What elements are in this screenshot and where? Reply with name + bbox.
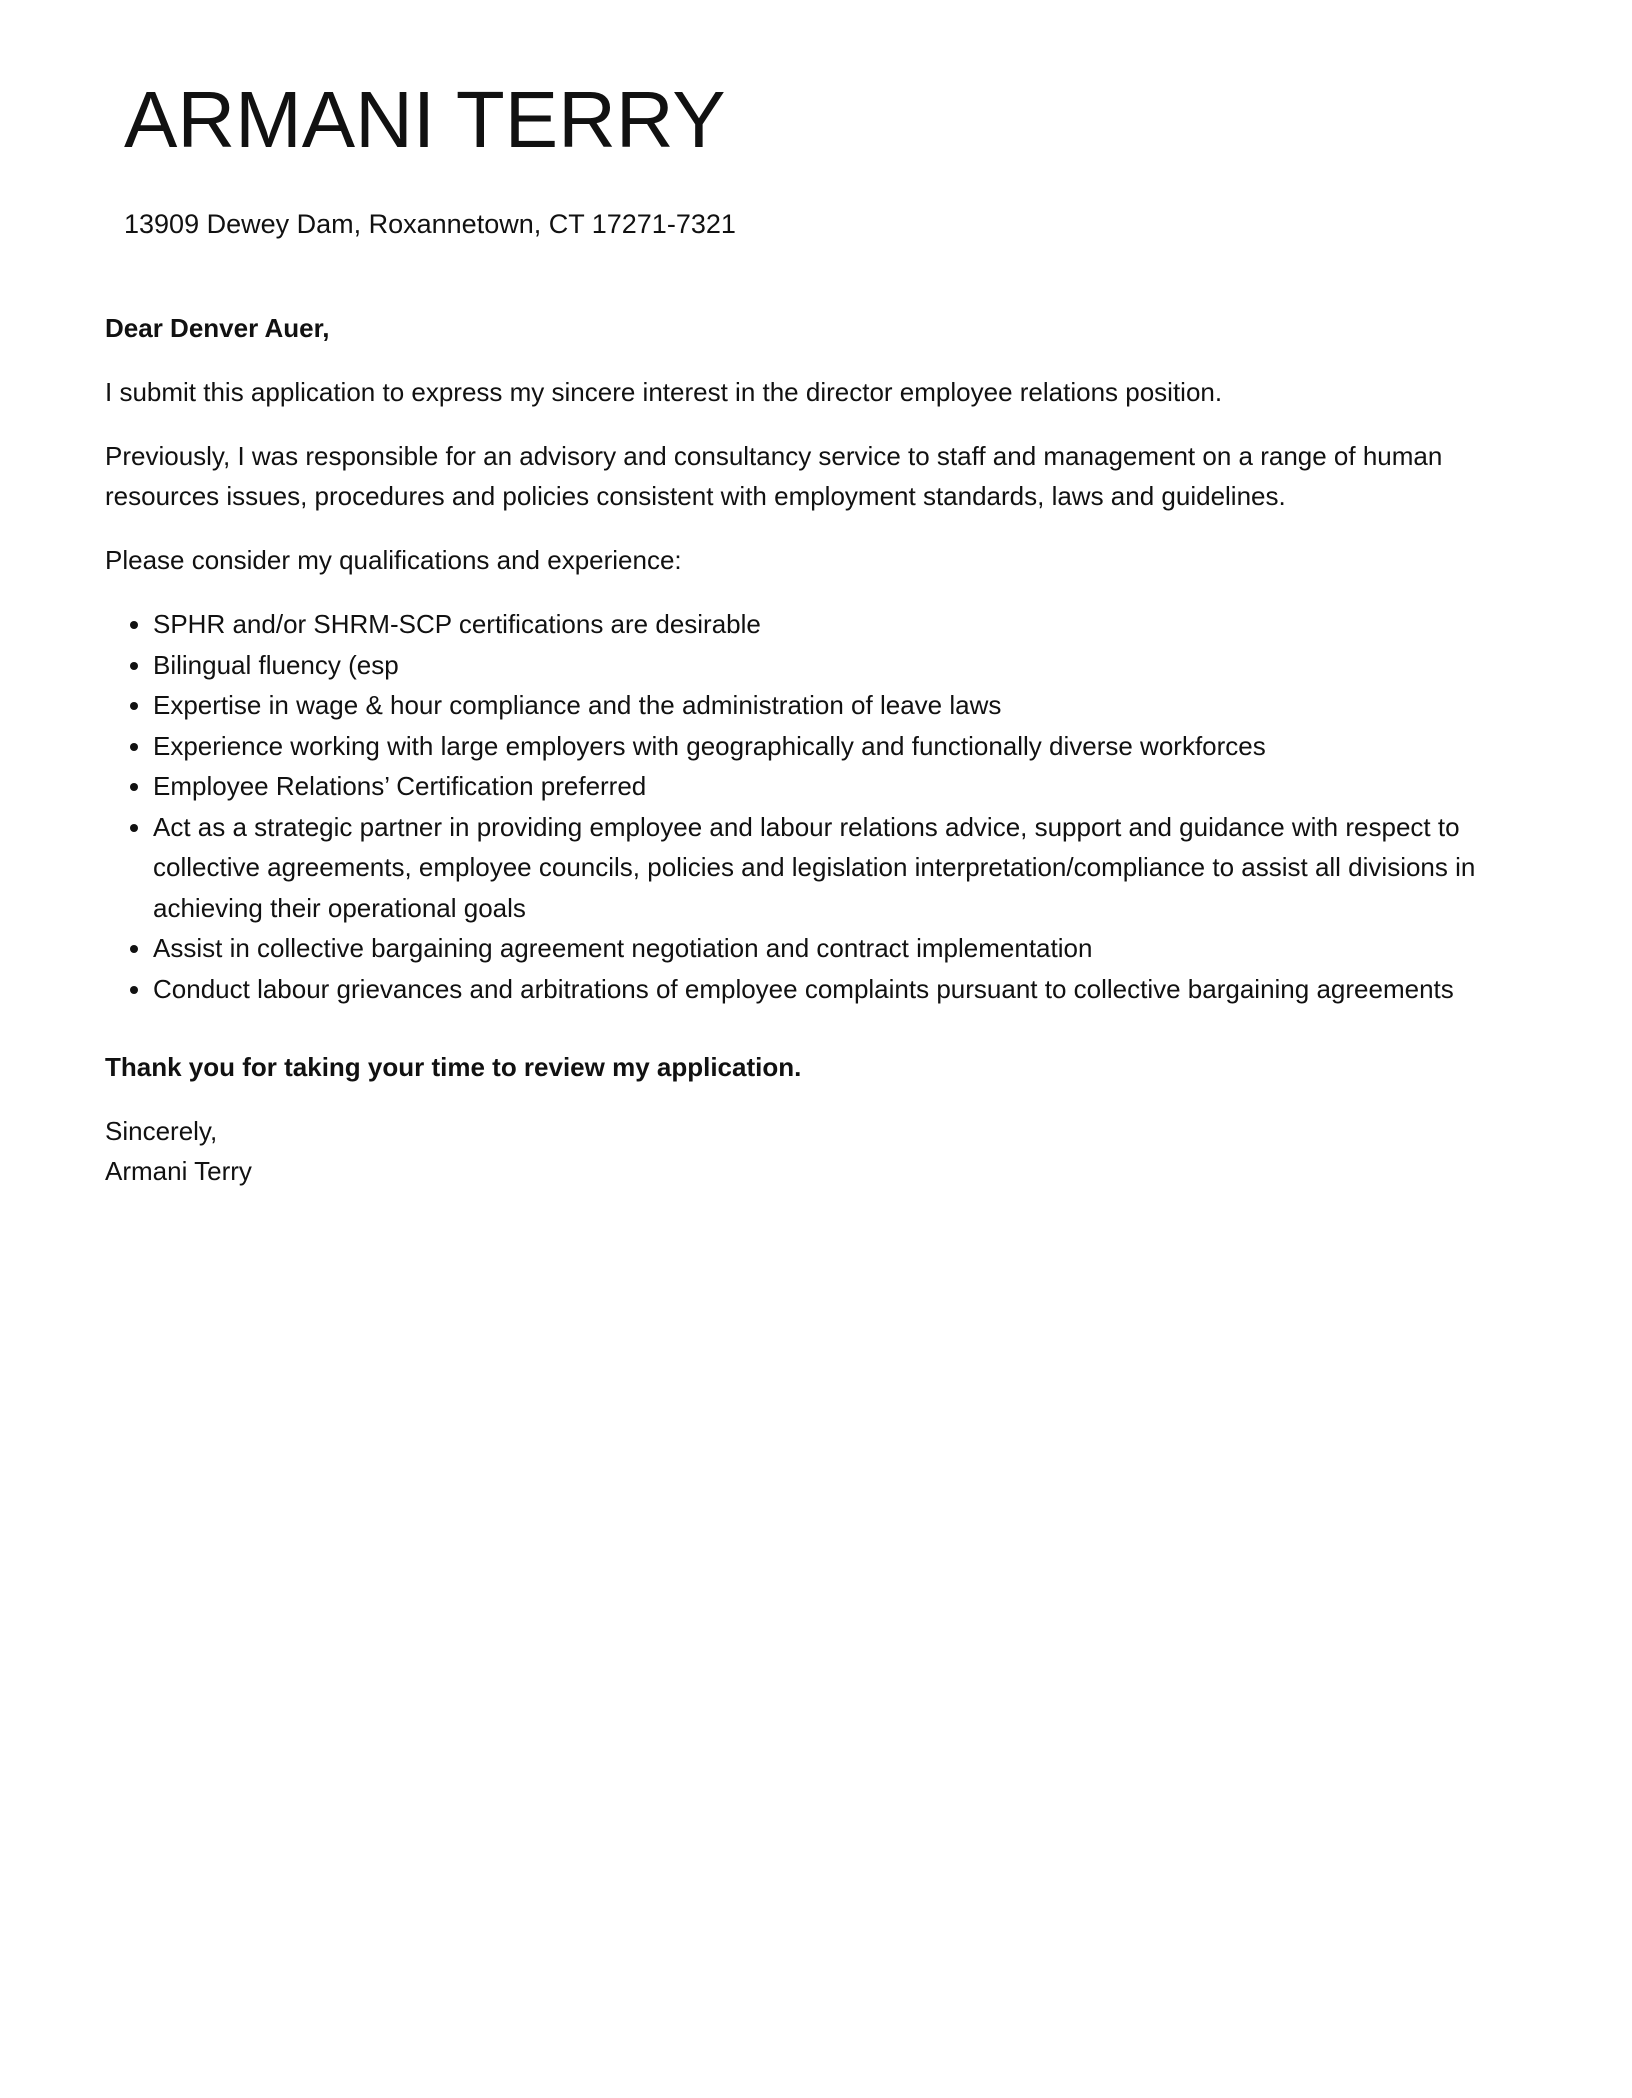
list-item: • SPHR and/or SHRM-SCP certifications are desirable (153, 604, 1505, 645)
list-item: • Conduct labour grievances and arbitrations of employee complaints pursuant to collective bargaining agreements (153, 969, 1505, 1010)
list-item: • Bilingual fluency (esp (153, 645, 1505, 686)
list-item: • Experience working with large employers with geographically and functionally diverse workforces (153, 726, 1505, 767)
list-item: • Assist in collective bargaining agreement negotiation and contract implementation (153, 928, 1505, 969)
intro-paragraph: I submit this application to express my sincere interest in the director employee relations position. (105, 377, 1223, 407)
signature-name: Armani Terry (105, 1156, 252, 1186)
letter-header (124, 72, 736, 240)
applicant-name: ARMANI TERRY (124, 75, 726, 164)
letter-body (105, 308, 1505, 1191)
thanks-line: Thank you for taking your time to review my application. (105, 1052, 802, 1082)
experience-paragraph: Previously, I was responsible for an advisory and consultancy service to staff and management on a range of human resources issues, procedures and policies consistent with employment standards, laws and guidelines. (105, 441, 1443, 511)
list-item: • Expertise in wage & hour compliance and the administration of leave laws (153, 685, 1505, 726)
qualifications-list (105, 604, 1505, 1009)
qualifications-intro: Please consider my qualifications and experience: (105, 545, 682, 575)
list-item: • Employee Relations’ Certification preferred (153, 766, 1505, 807)
applicant-address: 13909 Dewey Dam, Roxannetown, CT 17271-7321 (124, 209, 736, 239)
closing: Sincerely, (105, 1116, 218, 1146)
salutation: Dear Denver Auer, (105, 313, 330, 343)
list-item: • Act as a strategic partner in providing employee and labour relations advice, support and guidance with respect to collective agreements, employee councils, policies and legislation interpretation/compliance to assist all divisions in achieving their operational goals (153, 807, 1505, 929)
